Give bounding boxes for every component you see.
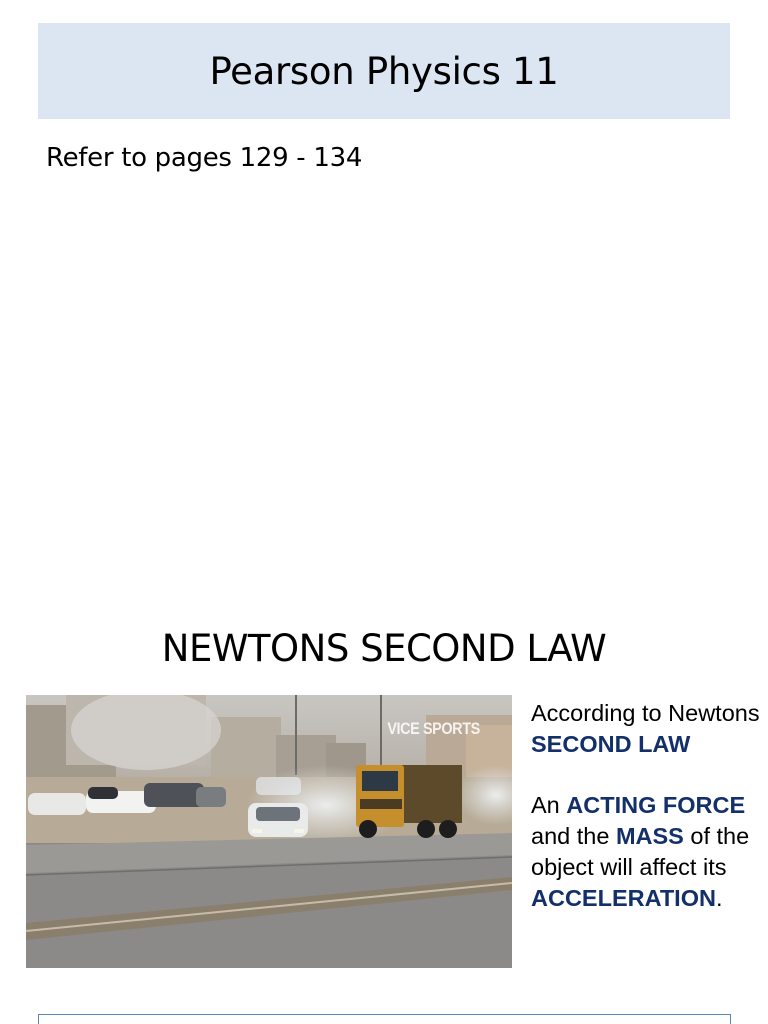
section-heading: NEWTONS SECOND LAW (161, 627, 607, 670)
keyword-second-law: SECOND LAW (531, 730, 691, 757)
page-title: Pearson Physics 11 (209, 49, 559, 93)
desc-text: An (531, 792, 567, 819)
description-paragraph-2 (531, 790, 761, 913)
desc-text: . (715, 884, 723, 911)
desc-text: According to Newtons (531, 700, 760, 726)
law-description (531, 698, 761, 914)
next-section-box (38, 1014, 731, 1024)
keyword-mass: MASS (615, 823, 684, 850)
video-watermark: VICE SPORTS (387, 719, 480, 738)
desc-text: and the (531, 823, 616, 850)
desc-text: of the object will affect its (531, 823, 750, 880)
truck-car-video-still (26, 695, 512, 968)
reference-pages-text: Refer to pages 129 - 134 (46, 143, 363, 173)
description-paragraph-1 (531, 698, 761, 760)
keyword-acting-force: ACTING FORCE (566, 792, 746, 819)
keyword-acceleration: ACCELERATION (531, 884, 716, 911)
title-banner (38, 23, 730, 119)
